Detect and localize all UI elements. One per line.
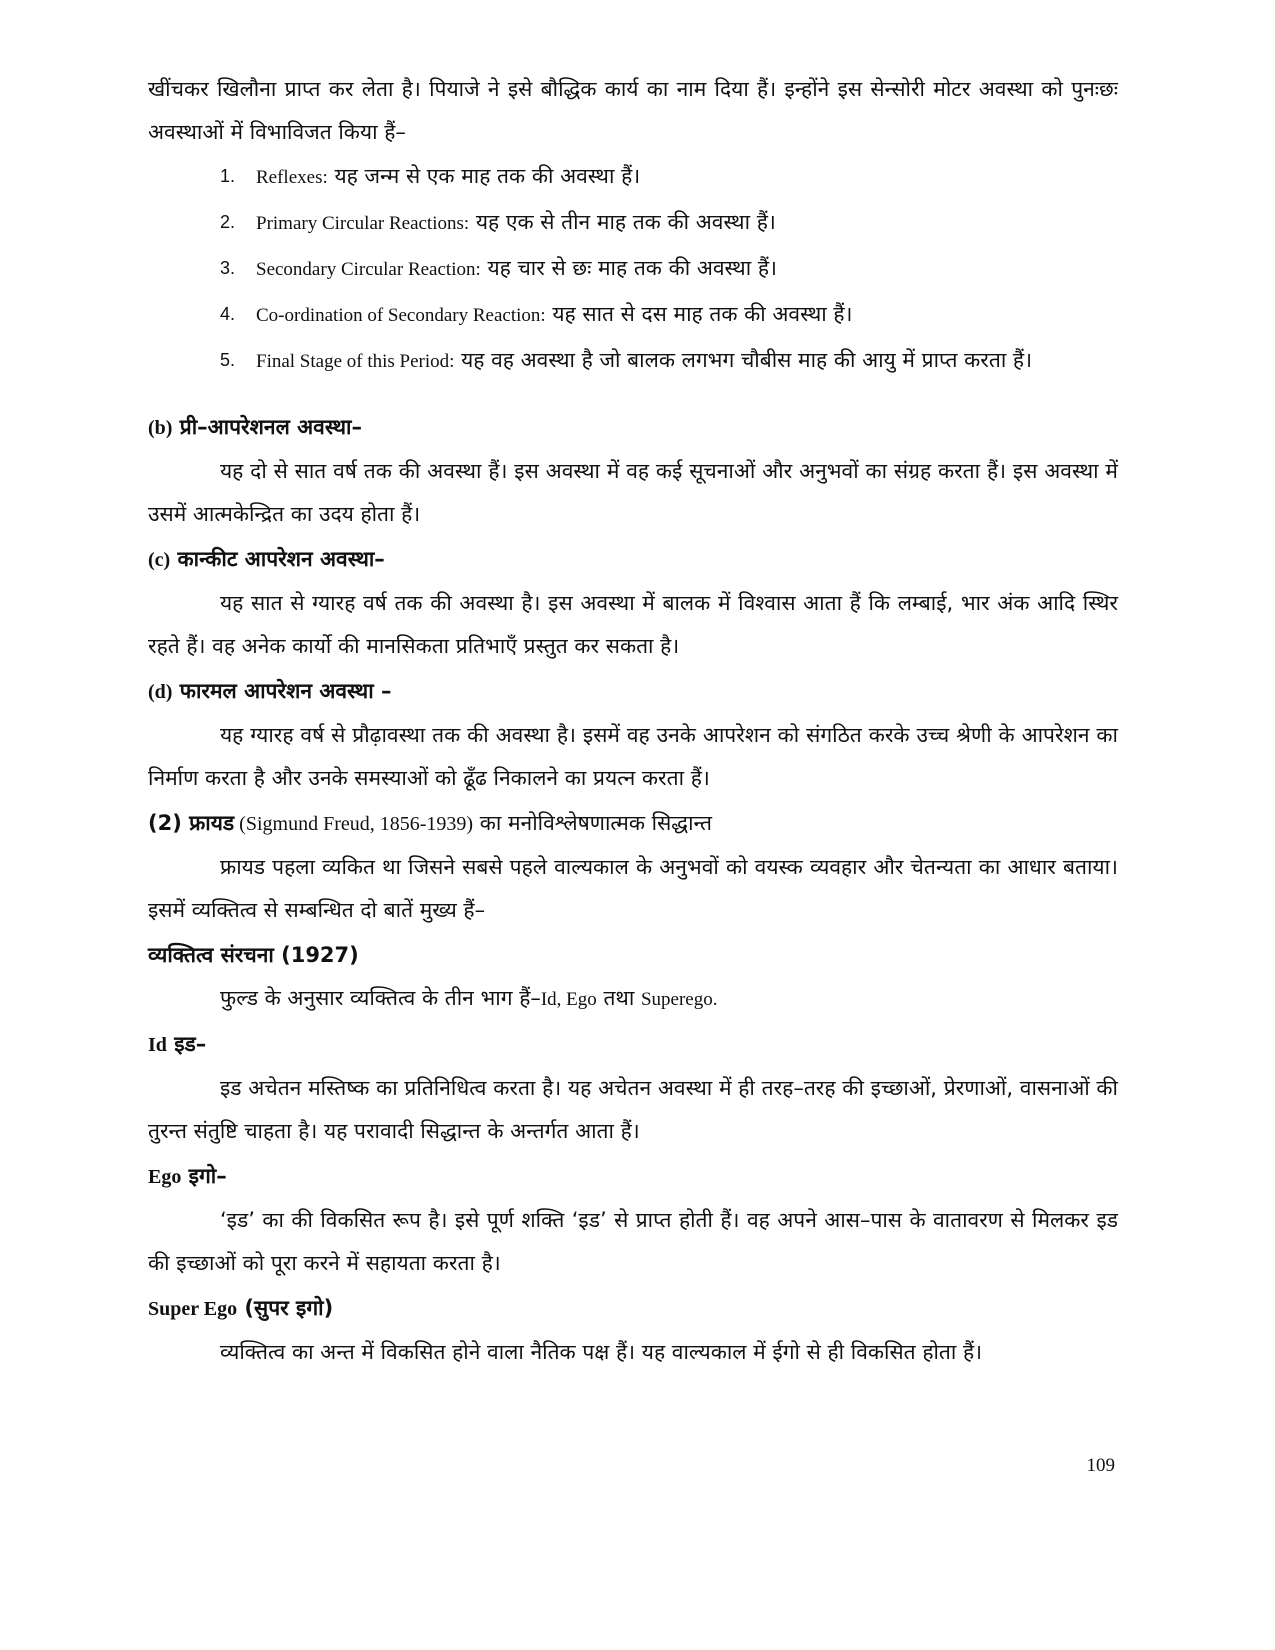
stage-description: यह चार से छः माह तक की अवस्था हैं। xyxy=(480,256,777,280)
stage-description: यह वह अवस्था है जो बालक लगभग चौबीस माह की आयु में प्राप्त करता हैं। xyxy=(454,348,1033,372)
section-label: (c) xyxy=(148,549,171,571)
stage-english-term: Final Stage of this Period: xyxy=(256,351,455,372)
section-title: कान्कीट आपरेशन अवस्था– xyxy=(170,547,385,571)
stage-english-term: Reflexes: xyxy=(256,167,328,188)
list-item xyxy=(220,338,1118,384)
sensorimotor-stage-list xyxy=(148,154,1118,384)
section-label: (b) xyxy=(148,417,173,439)
list-number: 5. xyxy=(220,350,236,370)
list-item xyxy=(220,154,1118,200)
list-number: 2. xyxy=(220,212,236,232)
structure-terms: Id, Ego xyxy=(540,989,597,1010)
section-label: (d) xyxy=(148,681,173,703)
stage-english-term: Co-ordination of Secondary Reaction: xyxy=(256,305,546,326)
id-english-label: Id xyxy=(148,1034,167,1056)
superego-hindi-label: (सुपर इगो) xyxy=(237,1296,334,1320)
structure-term-superego: Superego. xyxy=(640,989,718,1010)
structure-connector: तथा xyxy=(596,986,641,1010)
list-item xyxy=(220,292,1118,338)
stage-description: यह सात से दस माह तक की अवस्था हैं। xyxy=(545,302,853,326)
superego-english-label: Super Ego xyxy=(148,1298,238,1320)
personality-structure-paragraph xyxy=(148,977,1118,1021)
stage-english-term: Secondary Circular Reaction: xyxy=(256,259,481,280)
structure-text: फुल्ड के अनुसार व्यक्तित्व के तीन भाग हैं– xyxy=(220,986,541,1010)
section-heading-id xyxy=(148,1023,1118,1067)
list-number: 4. xyxy=(220,304,236,324)
intro-paragraph: खींचकर खिलौना प्राप्त कर लेता है। पियाजे ने इसे बौद्धिक कार्य का नाम दिया हैं। इन्होंने इस सेन्सोरी मोटर अवस्था को पुनःछः अवस्थाओं में विभाविजत किया हैं– xyxy=(148,77,1118,144)
section-heading-concrete-operational xyxy=(148,538,1118,582)
list-item xyxy=(220,246,1118,292)
id-hindi-label: इड– xyxy=(166,1032,207,1056)
list-item xyxy=(220,200,1118,246)
section-heading-superego xyxy=(148,1287,1118,1331)
section-title: फारमल आपरेशन अवस्था – xyxy=(172,679,392,703)
freud-paragraph: फ्रायड पहला व्यकित था जिसने सबसे पहले वाल्यकाल के अनुभवों को वयस्क व्यवहार और चेतन्यता का आधार बताया। इसमें व्यक्तित्व से सम्बन्धित दो बातें मुख्य हैं– xyxy=(148,855,1118,922)
list-number: 3. xyxy=(220,258,236,278)
pre-operational-paragraph: यह दो से सात वर्ष तक की अवस्था हैं। इस अवस्था में वह कई सूचनाओं और अनुभवों का संग्रह करता हैं। इस अवस्था में उसमें आत्मकेन्द्रित का उदय होता हैं। xyxy=(148,459,1118,526)
section-heading-ego xyxy=(148,1155,1118,1199)
ego-english-label: Ego xyxy=(148,1166,182,1188)
freud-name-dates: (Sigmund Freud, 1856-1939) xyxy=(234,813,474,835)
section-heading-freud xyxy=(148,802,1118,846)
superego-paragraph: व्यक्तित्व का अन्त में विकसित होने वाला नैतिक पक्ष हैं। यह वाल्यकाल में ईगो से ही विकसित होता हैं। xyxy=(220,1340,983,1364)
concrete-operational-paragraph: यह सात से ग्यारह वर्ष तक की अवस्था है। इस अवस्था में बालक में विश्वास आता हैं कि लम्बाई, भार अंक आदि स्थिर रहते हैं। वह अनेक कार्यो की मानसिकता प्रतिभाएँ प्रस्तुत कर सकता है। xyxy=(148,591,1118,658)
page-content xyxy=(148,68,1118,1374)
stage-english-term: Primary Circular Reactions: xyxy=(256,213,470,234)
ego-hindi-label: इगो– xyxy=(181,1164,227,1188)
formal-operational-paragraph: यह ग्यारह वर्ष से प्रौढ़ावस्था तक की अवस्था है। इसमें वह उनके आपरेशन को संगठित करके उच्च श्रेणी के आपरेशन का निर्माण करता है और उनके समस्याओं को ढूँढ निकालने का प्रयत्न करता हैं। xyxy=(148,723,1118,790)
page-number: 109 xyxy=(1086,1455,1115,1476)
section-title-rest: का मनोविश्लेषणात्मक सिद्धान्त xyxy=(473,811,712,835)
ego-paragraph: ‘इड’ का की विकसित रूप है। इसे पूर्ण शक्ति ‘इड’ से प्राप्त होती हैं। वह अपने आस–पास के वातावरण से मिलकर इड की इच्छाओं को पूरा करने में सहायता करता है। xyxy=(148,1208,1118,1275)
section-title: प्री–आपरेशनल अवस्था– xyxy=(172,415,362,439)
stage-description: यह जन्म से एक माह तक की अवस्था हैं। xyxy=(327,164,641,188)
section-title: (2) फ्रायड xyxy=(148,811,235,835)
section-heading-formal-operational xyxy=(148,670,1118,714)
list-number: 1. xyxy=(220,166,236,186)
section-heading-pre-operational xyxy=(148,406,1118,450)
id-paragraph: इड अचेतन मस्तिष्क का प्रतिनिधित्व करता है। यह अचेतन अवस्था में ही तरह–तरह की इच्छाओं, प्रेरणाओं, वासनाओं की तुरन्त संतुष्टि चाहता है। यह परावादी सिद्धान्त के अन्तर्गत आता हैं। xyxy=(148,1076,1118,1143)
section-heading-personality-structure: व्यक्तित्व संरचना (1927) xyxy=(148,943,359,967)
stage-description: यह एक से तीन माह तक की अवस्था हैं। xyxy=(469,210,776,234)
